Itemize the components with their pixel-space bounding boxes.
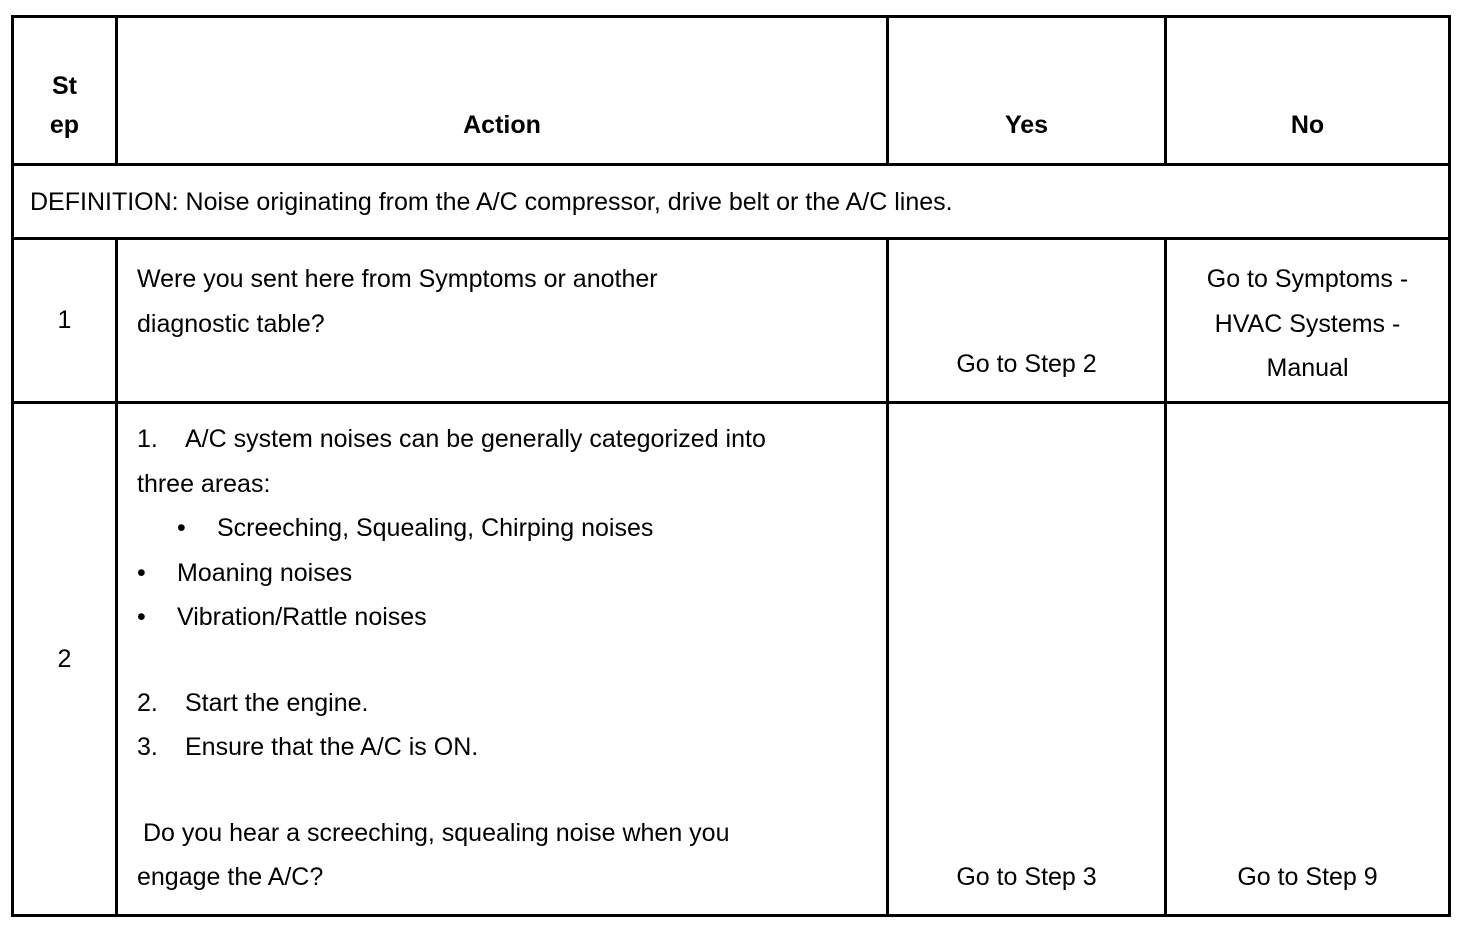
diagnostic-table — [11, 15, 1451, 917]
item-text: A/C system noises can be generally categorized into — [185, 425, 766, 453]
item-number: 2. — [137, 688, 158, 717]
numbered-item-1 — [137, 417, 876, 462]
no-result-line: Manual — [1266, 354, 1349, 382]
no-result-line: HVAC Systems - — [1214, 309, 1401, 338]
header-action: Action — [117, 17, 888, 165]
bullet-item — [137, 551, 876, 596]
bullet-marker: • — [137, 558, 146, 587]
definition-row — [13, 165, 1450, 239]
action-line: diagnostic table? — [137, 309, 325, 338]
header-yes: Yes — [888, 17, 1166, 165]
header-step-line1: St — [52, 72, 77, 100]
question-line: Do you hear a screeching, squealing noise when you — [143, 818, 730, 847]
table-row-step-1 — [13, 239, 1450, 403]
bullet-text: Vibration/Rattle noises — [177, 603, 427, 631]
yes-result: Go to Step 3 — [888, 403, 1166, 916]
header-no: No — [1166, 17, 1450, 165]
header-step-line2: ep — [49, 111, 80, 139]
action-line: Were you sent here from Symptoms or another — [137, 265, 658, 293]
numbered-item-2 — [137, 681, 876, 726]
header-step — [13, 17, 117, 165]
bullet-item — [137, 506, 876, 551]
item-text: Start the engine. — [185, 688, 369, 717]
item-number: 3. — [137, 733, 158, 761]
spacer — [137, 770, 876, 811]
definition-text: DEFINITION: Noise originating from the A/C compressor, drive belt or the A/C lines. — [13, 165, 1450, 239]
step-number: 2 — [13, 403, 117, 916]
header-row — [13, 17, 1450, 165]
bullet-text: Screeching, Squealing, Chirping noises — [217, 514, 654, 542]
numbered-item-3 — [137, 725, 876, 770]
action-cell — [117, 239, 888, 403]
no-result — [1166, 239, 1450, 403]
bullet-marker: • — [177, 514, 186, 542]
question-line: engage the A/C? — [137, 863, 324, 891]
yes-result: Go to Step 2 — [888, 239, 1166, 403]
spacer — [137, 640, 876, 681]
table-row-step-2 — [13, 403, 1450, 916]
action-cell — [117, 403, 888, 916]
step-number: 1 — [13, 239, 117, 403]
bullet-marker: • — [137, 603, 146, 631]
bullet-item — [137, 595, 876, 640]
item-text: Ensure that the A/C is ON. — [185, 733, 479, 761]
no-result: Go to Step 9 — [1166, 403, 1450, 916]
item-continuation: three areas: — [137, 469, 271, 498]
bullet-text: Moaning noises — [177, 558, 353, 587]
item-number: 1. — [137, 425, 158, 453]
no-result-line: Go to Symptoms - — [1206, 265, 1409, 293]
